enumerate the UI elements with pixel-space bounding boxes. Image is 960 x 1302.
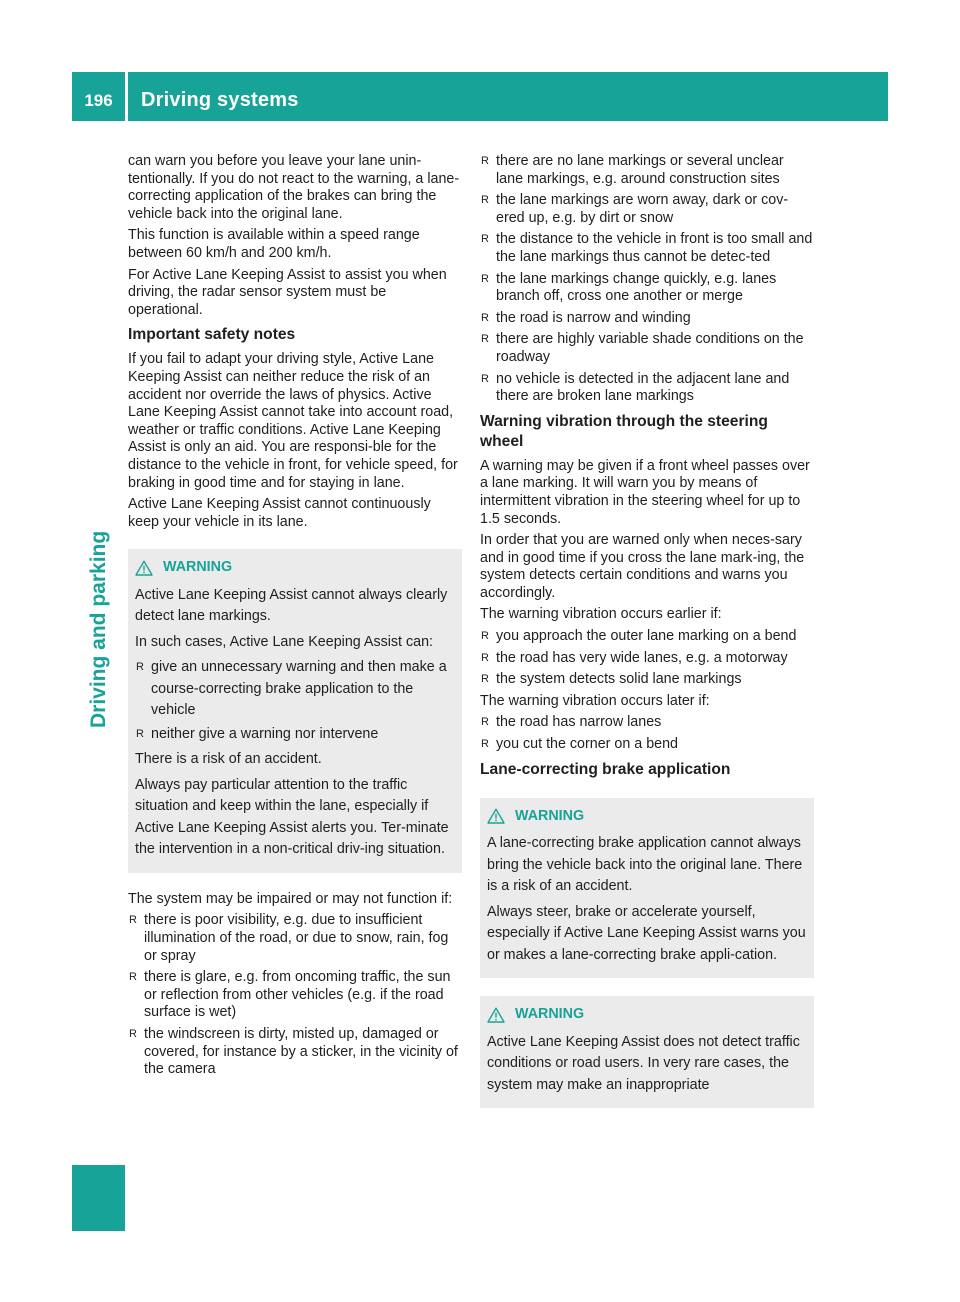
bullet-icon: R <box>481 194 489 207</box>
page-number: 196 <box>84 91 113 110</box>
section-heading-safety: Important safety notes <box>128 326 296 344</box>
bullet-icon: R <box>129 914 137 927</box>
warning-text: Active Lane Keeping Assist cannot always clearly detect lane markings. <box>135 586 448 625</box>
warning-box <box>480 798 814 979</box>
warning-text: Always pay particular attention to the traffic situation and keep within the lane, especially if Active Lane Keeping Assist alerts you. Ter-minate the intervention in a non-critical driv-ing situation. <box>135 776 449 858</box>
bullet-icon: R <box>481 333 489 346</box>
list-item: R the system detects solid lane markings <box>481 671 742 688</box>
bullet-icon: R <box>129 971 137 984</box>
bullet-icon: R <box>481 272 489 285</box>
bullet-icon: R <box>481 372 489 385</box>
paragraph: A warning may be given if a front wheel passes over a lane marking. It will warn you by means of intermittent vibration in the steering wheel for up to 1.5 seconds. <box>480 457 810 527</box>
paragraph: This function is available within a speed range between 60 km/h and 200 km/h. <box>128 227 420 261</box>
bullet-icon: R <box>481 716 489 729</box>
warning-text: In such cases, Active Lane Keeping Assist can: <box>135 633 434 650</box>
bullet-list <box>480 628 814 689</box>
bullet-icon: R <box>481 651 489 664</box>
list-item: R there is glare, e.g. from oncoming traffic, the sun or reflection from other vehicles (e.g. if the road surface is wet) <box>129 969 451 1021</box>
right-column <box>480 153 814 1126</box>
warning-triangle-icon <box>487 1007 505 1023</box>
section-tab-label: Driving and parking <box>87 530 110 728</box>
section-heading-vibration: Warning vibration through the steering wheel <box>480 412 768 450</box>
warning-label: WARNING <box>163 559 233 576</box>
bullet-icon: R <box>481 155 489 167</box>
warning-text: There is a risk of an accident. <box>135 751 322 768</box>
section-heading-brake: Lane-correcting brake application <box>480 760 731 778</box>
list-item: R you approach the outer lane marking on a bend <box>481 628 797 645</box>
bullet-icon: R <box>481 630 489 643</box>
list-item: R the road is narrow and winding <box>481 309 691 326</box>
paragraph: The warning vibration occurs later if: <box>480 692 710 709</box>
list-item: R there are no lane markings or several unclear lane markings, e.g. around construction sites <box>481 153 784 187</box>
section-tab-block <box>72 1165 125 1231</box>
list-item: R neither give a warning nor intervene <box>135 724 454 746</box>
warning-header <box>487 1004 806 1026</box>
warning-triangle-icon <box>487 808 505 824</box>
bullet-list <box>480 153 814 406</box>
paragraph: For Active Lane Keeping Assist to assist you when driving, the radar sensor system must be operational. <box>128 266 447 318</box>
warning-text: Active Lane Keeping Assist does not detect traffic conditions or road users. In very rare cases, the system may make an inappropriate <box>487 1033 800 1093</box>
list-item: R you cut the corner on a bend <box>481 736 679 753</box>
warning-header <box>487 806 806 828</box>
warning-box <box>480 996 814 1108</box>
bullet-icon: R <box>136 727 144 740</box>
bullet-icon: R <box>481 738 489 751</box>
list-item: R the road has narrow lanes <box>481 714 662 731</box>
paragraph: Active Lane Keeping Assist cannot continuously keep your vehicle in its lane. <box>128 496 431 530</box>
list-item: R there is poor visibility, e.g. due to insufficient illumination of the road, or due to snow, rain, fog or spray <box>129 912 449 964</box>
warning-text: A lane-correcting brake application cannot always bring the vehicle back into the original lane. There is a risk of an accident. <box>487 835 803 895</box>
warning-triangle-icon <box>135 560 153 576</box>
list-item: R there are highly variable shade conditions on the roadway <box>481 331 804 365</box>
bullet-list <box>480 714 814 753</box>
bullet-icon: R <box>481 233 489 246</box>
paragraph: can warn you before you leave your lane unin-tentionally. If you do not react to the warning, a lane-correcting application of the brakes can bring the vehicle back into the original lane. <box>128 153 460 222</box>
bullet-list <box>128 912 462 1078</box>
left-column <box>128 153 462 1083</box>
bullet-icon: R <box>481 311 489 324</box>
paragraph: The system may be impaired or may not function if: <box>128 890 453 907</box>
bullet-icon: R <box>481 673 489 686</box>
list-item: R the lane markings are worn away, dark or cov-ered up, e.g. by dirt or snow <box>481 192 789 226</box>
list-item: R no vehicle is detected in the adjacent lane and there are broken lane markings <box>481 370 790 405</box>
paragraph: In order that you are warned only when neces-sary and in good time if you cross the lane mark-ing, the system detects certain conditions and warns you accordingly. <box>480 532 805 601</box>
warning-text: Always steer, brake or accelerate yourself, especially if Active Lane Keeping Assist warns you or makes a lane-correcting brake appli-cation. <box>487 903 806 963</box>
paragraph: If you fail to adapt your driving style, Active Lane Keeping Assist can neither reduce the risk of an accident nor override the laws of physics. Active Lane Keeping Assist cannot take into account road, weather or traffic conditions. Active Lane Keeping Assist is only an aid. You are responsi-ble for the distance to the vehicle in front, for vehicle speed, for braking in good time and for staying in lane. <box>128 351 458 491</box>
bullet-icon: R <box>136 661 144 674</box>
warning-box <box>128 549 462 873</box>
warning-label: WARNING <box>515 1006 585 1023</box>
paragraph: The warning vibration occurs earlier if: <box>480 606 722 623</box>
bullet-icon: R <box>129 1027 137 1040</box>
warning-header <box>135 557 454 579</box>
warning-bullet-list <box>135 657 454 745</box>
header-divider <box>125 72 128 121</box>
page-title: Driving systems <box>141 89 299 111</box>
list-item: R give an unnecessary warning and then make a course-correcting brake application to the vehicle <box>136 659 447 719</box>
list-item: R the lane markings change quickly, e.g. lanes branch off, cross one another or merge <box>481 270 777 305</box>
list-item: R the road has very wide lanes, e.g. a motorway <box>481 649 788 666</box>
warning-label: WARNING <box>515 807 585 824</box>
list-item: R the windscreen is dirty, misted up, damaged or covered, for instance by a sticker, in the vicinity of the camera <box>129 1025 458 1078</box>
list-item: R the distance to the vehicle in front is too small and the lane markings thus cannot be detec-ted <box>481 231 813 265</box>
